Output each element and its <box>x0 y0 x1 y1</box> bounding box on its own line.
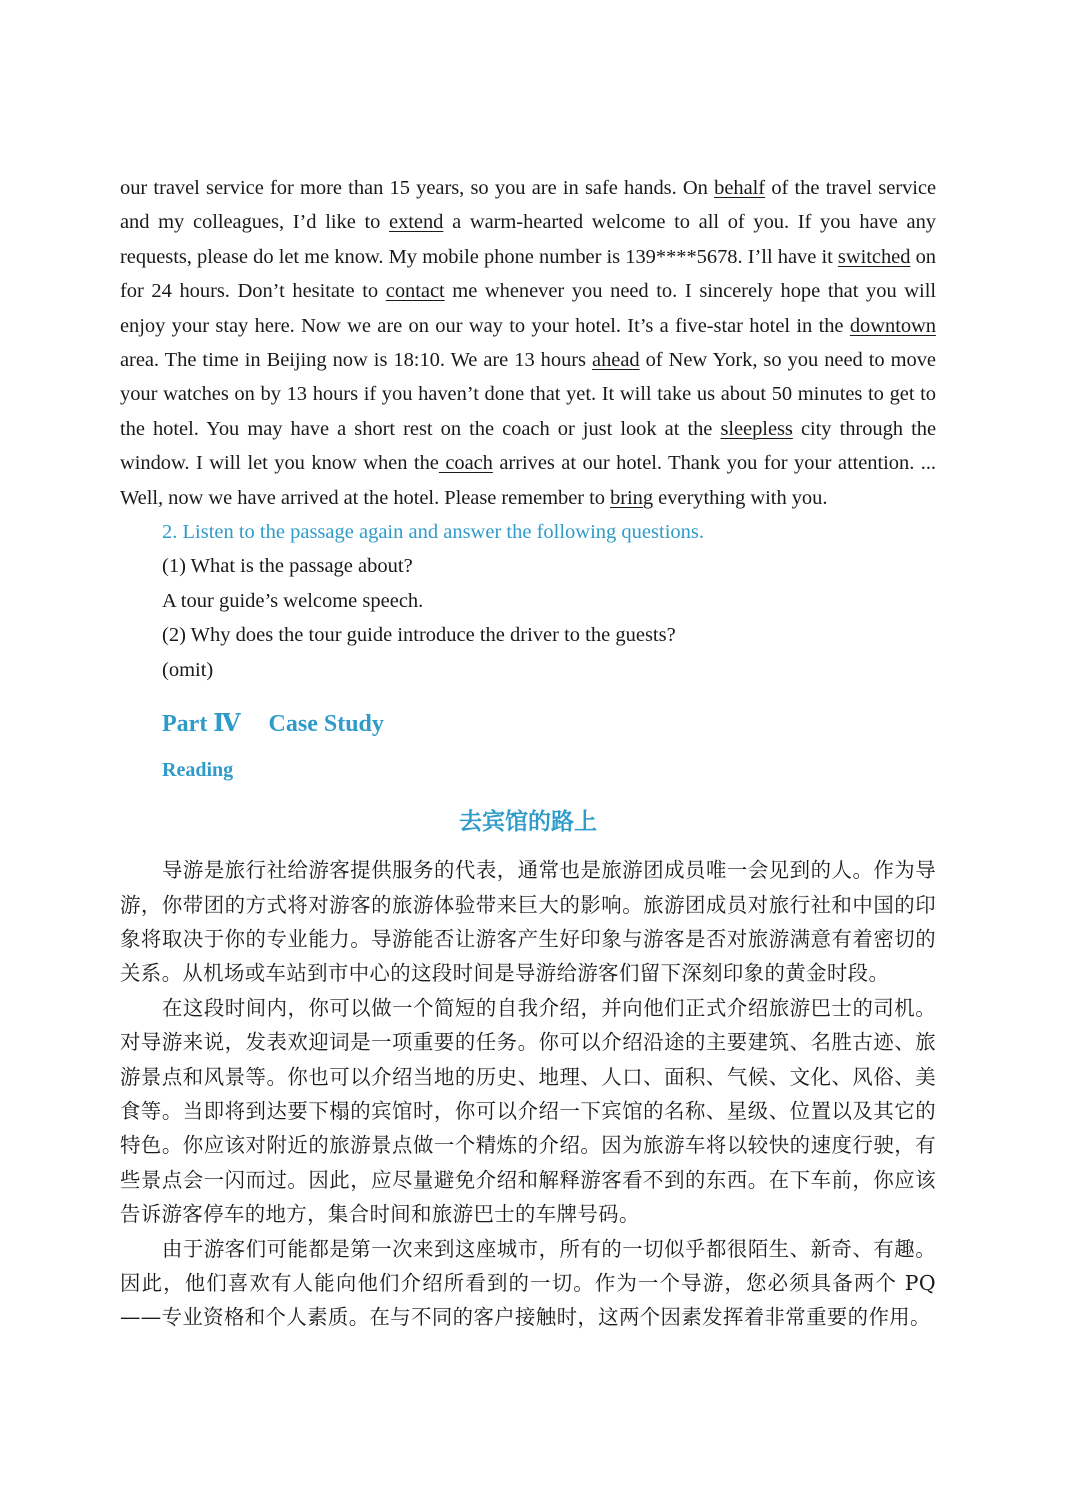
part-label: Part Ⅳ <box>162 711 241 738</box>
reading-paragraph-2: 在这段时间内，你可以做一个简短的自我介绍，并向他们正式介绍旅游巴士的司机。对导游来说，发表欢迎词是一项重要的任务。你可以介绍沿途的主要建筑、名胜古迹、旅游景点和风景等。你也可以介绍当地的历史、地理、人口、面积、气候、文化、风俗、美食等。当即将到达要下榻的宾馆时，你可以介绍一下宾馆的名称、星级、位置以及其它的特色。你应该对附近的旅游景点做一个精炼的介绍。因为旅游车将以较快的速度行驶，有些景点会一闪而过。因此，应尽量避免介绍和解释游客看不到的东西。在下车前，你应该告诉游客停车的地方，集合时间和旅游巴士的车牌号码。 <box>120 995 936 1227</box>
question-1: (1) What is the passage about? <box>162 555 413 578</box>
vocab-word: downtown <box>849 314 936 337</box>
answer-2: (omit) <box>162 658 214 681</box>
reading-heading: Reading <box>162 759 234 782</box>
question-2: (2) Why does the tour guide introduce the driver to the guests? <box>162 624 676 647</box>
passage-seg: of the travel service and my colleagues, I’d like to <box>120 177 937 234</box>
vocab-word: bring <box>610 486 654 509</box>
vocab-word: contact <box>385 280 445 303</box>
passage-seg: everything with you. <box>653 486 828 509</box>
part-heading <box>120 707 936 741</box>
passage-seg: of New York, so you need to move your watches on by 13 hours if you haven’t done that yet. It will take us about 50 minutes to get to the hotel. You may have a short rest on the coach or just look at the <box>120 349 936 440</box>
passage-seg: a warm-hearted welcome to all of you. If you have any requests, please do let me know. My mobile phone number is 139****5678. I’ll have it <box>120 211 936 268</box>
passage-seg: me whenever you need to. I sincerely hope that you will enjoy your stay here. Now we are on our way to your hotel. It’s a five-star hotel in the <box>120 280 936 337</box>
reading-paragraph-3: 由于游客们可能都是第一次来到这座城市，所有的一切似乎都很陌生、新奇、有趣。因此，他们喜欢有人能向他们介绍所看到的一切。作为一个导游，您必须具备两个 PQ——专业资格和个人素质。在与不同的客户接触时，这两个因素发挥着非常重要的作用。 <box>120 1236 936 1330</box>
vocab-word: switched <box>837 245 911 268</box>
passage-seg: area. The time in Beijing now is 18:10. We are 13 hours <box>120 349 593 372</box>
vocab-word: extend <box>389 211 444 234</box>
passage-seg: on for 24 hours. Don’t hesitate to <box>120 245 936 303</box>
passage-paragraph <box>120 171 936 515</box>
vocab-word: sleepless <box>720 417 793 440</box>
part-title: Case Study <box>268 711 384 738</box>
vocab-word: coach <box>438 452 493 475</box>
answer-1: A tour guide’s welcome speech. <box>162 589 424 612</box>
reading-title: 去宾馆的路上 <box>459 809 597 836</box>
exercise-heading: 2. Listen to the passage again and answer the following questions. <box>162 521 704 544</box>
passage-seg: city through the window. I will let you know when the <box>120 417 936 475</box>
passage-seg: arrives at our hotel. Thank you for your attention. ... Well, now we have arrived at the hotel. Please remember to <box>120 452 936 509</box>
passage-seg: our travel service for more than 15 years, so you are in safe hands. On <box>120 177 715 199</box>
document-page <box>120 171 936 1335</box>
reading-paragraph-1: 导游是旅行社给游客提供服务的代表，通常也是旅游团成员唯一会见到的人。作为导游，你带团的方式将对游客的旅游体验带来巨大的影响。旅游团成员对旅行社和中国的印象将取决于你的专业能力。导游能否让游客产生好印象与游客是否对旅游满意有着密切的关系。从机场或车站到市中心的这段时间是导游给游客们留下深刻印象的黄金时段。 <box>120 858 936 986</box>
vocab-word: ahead <box>592 349 640 372</box>
vocab-word: behalf <box>714 177 766 199</box>
